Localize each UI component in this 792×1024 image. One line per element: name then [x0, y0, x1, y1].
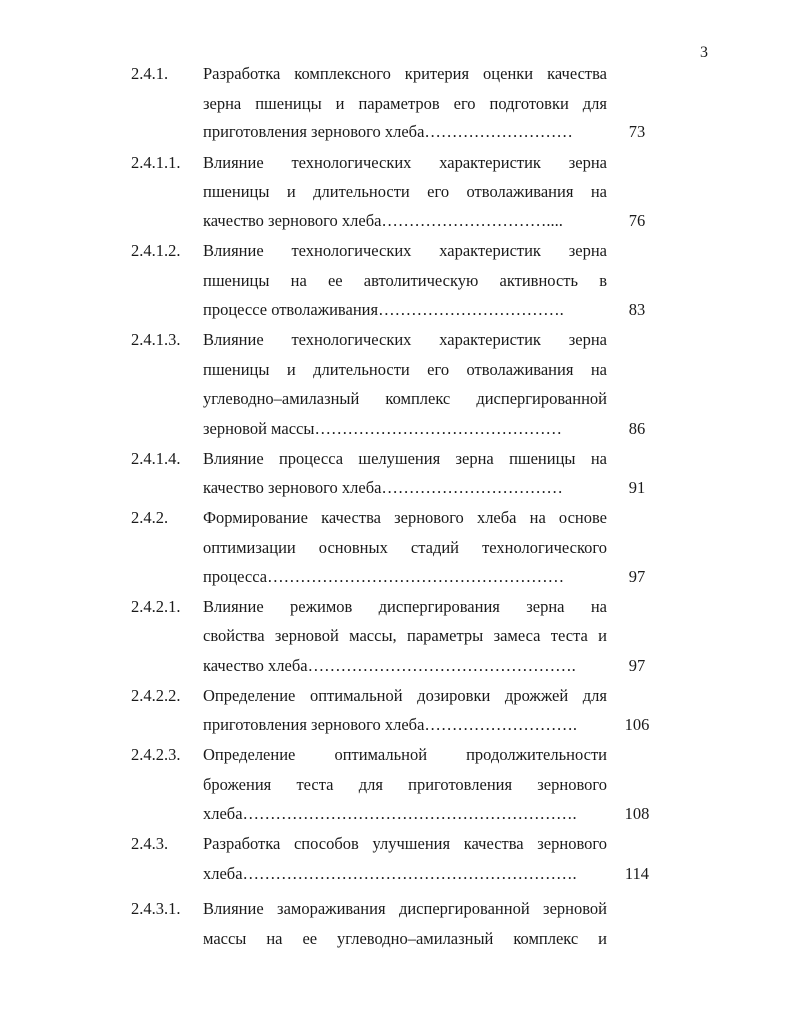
- toc-entry-text: хлеба…………………………………………………….: [203, 864, 577, 883]
- toc-entry-text: Разработка комплексного критерия оценки качества: [203, 64, 607, 83]
- toc-entry-text: брожения теста для приготовления зернового: [203, 775, 607, 794]
- toc-entry-text: Влияние технологических характеристик зерна: [203, 153, 607, 172]
- toc-entry-number: 2.4.1.4.: [131, 449, 181, 468]
- toc-entry-text: зерновой массы………………………………………: [203, 419, 562, 438]
- toc-entry-text: Влияние процесса шелушения зерна пшеницы на: [203, 449, 607, 468]
- toc-entry-text: приготовления зернового хлеба………………………: [203, 122, 573, 141]
- toc-entry-number: 2.4.3.: [131, 834, 169, 853]
- toc-entry-number: 2.4.3.1.: [131, 899, 181, 918]
- toc-entry-page: 73: [628, 122, 646, 141]
- toc-entry-text: процесса………………………………………………: [203, 567, 565, 586]
- toc-entry-number: 2.4.2.1.: [131, 597, 181, 616]
- toc-entry-number: 2.4.1.: [131, 64, 169, 83]
- toc-entry-text: пшеницы и длительности его отволаживания на: [203, 360, 607, 379]
- toc-entry-page: 108: [624, 804, 650, 823]
- toc-entry-text: Влияние технологических характеристик зерна: [203, 330, 607, 349]
- toc-entry-text: процессе отволаживания…………………………….: [203, 300, 564, 319]
- toc-entry-text: качество зернового хлеба……………………………: [203, 478, 563, 497]
- toc-entry-text: приготовления зернового хлеба……………………….: [203, 715, 578, 734]
- toc-entry-page: 106: [624, 715, 650, 734]
- toc-entry-text: массы на ее углеводно–амилазный комплекс и: [203, 929, 607, 948]
- toc-entry-text: качество хлеба………………………………………….: [203, 656, 576, 675]
- toc-entry-text: Влияние технологических характеристик зерна: [203, 241, 607, 260]
- toc-entry-page: 114: [624, 864, 650, 883]
- toc-entry-text: Разработка способов улучшения качества зернового: [203, 834, 607, 853]
- toc-entry-text: Влияние замораживания диспергированной зерновой: [203, 899, 607, 918]
- toc-entry-page: 91: [628, 478, 646, 497]
- toc-entry-text: пшеницы на ее автолитическую активность в: [203, 271, 607, 290]
- toc-entry-number: 2.4.1.3.: [131, 330, 181, 349]
- toc-entry-text: свойства зерновой массы, параметры замеса теста и: [203, 626, 607, 645]
- toc-entry-number: 2.4.2.3.: [131, 745, 181, 764]
- toc-entry-page: 86: [628, 419, 646, 438]
- page-number: 3: [700, 44, 708, 61]
- toc-entry-number: 2.4.2.: [131, 508, 169, 527]
- toc-entry-page: 97: [628, 567, 646, 586]
- toc-entry-number: 2.4.1.1.: [131, 153, 181, 172]
- toc-entry-text: Формирование качества зернового хлеба на основе: [203, 508, 607, 527]
- toc-entry-page: 76: [628, 211, 646, 230]
- toc-entry-text: Влияние режимов диспергирования зерна на: [203, 597, 607, 616]
- toc-entry-text: зерна пшеницы и параметров его подготовки для: [203, 94, 607, 113]
- toc-entry-text: углеводно–амилазный комплекс диспергированной: [203, 389, 607, 408]
- toc-entry-text: Определение оптимальной дозировки дрожжей для: [203, 686, 607, 705]
- toc-entry-text: Определение оптимальной продолжительности: [203, 745, 607, 764]
- toc-entry-text: пшеницы и длительности его отволаживания на: [203, 182, 607, 201]
- toc-entry-number: 2.4.1.2.: [131, 241, 181, 260]
- toc-entry-text: оптимизации основных стадий технологического: [203, 538, 607, 557]
- toc-entry-number: 2.4.2.2.: [131, 686, 181, 705]
- toc-entry-page: 97: [628, 656, 646, 675]
- toc-entry-page: 83: [628, 300, 646, 319]
- toc-entry-text: качество зернового хлеба…………………………....: [203, 211, 563, 230]
- toc-entry-text: хлеба…………………………………………………….: [203, 804, 577, 823]
